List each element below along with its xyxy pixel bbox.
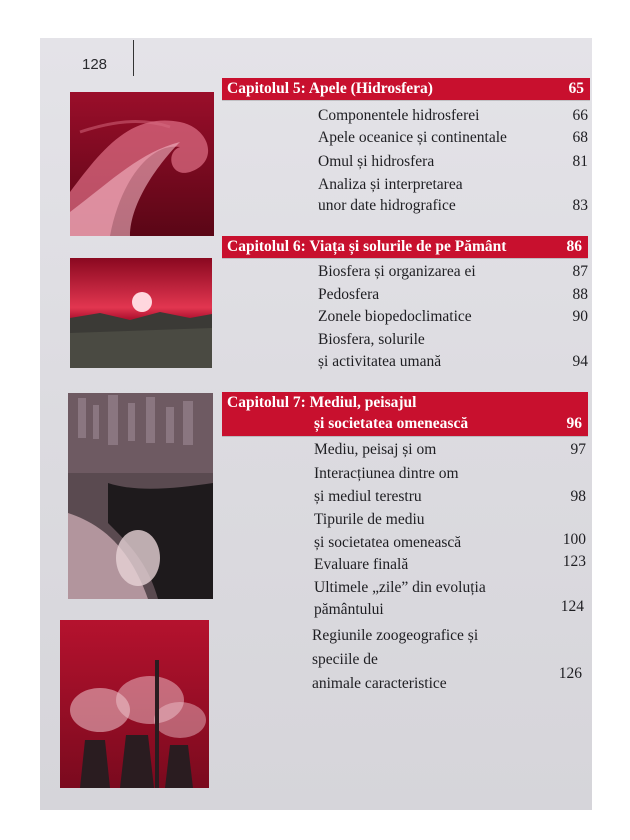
toc-entry[interactable]: și societatea omenească bbox=[314, 534, 462, 551]
toc-entry[interactable]: și mediul terestru bbox=[314, 488, 422, 505]
toc-entry[interactable]: Apele oceanice și continentale bbox=[318, 129, 507, 146]
chapter-page: 65 bbox=[568, 80, 584, 97]
toc-entry[interactable]: Interacțiunea dintre om bbox=[314, 465, 459, 482]
page-number: 128 bbox=[82, 56, 108, 73]
toc-page: 126 bbox=[558, 665, 582, 682]
toc-page: 97 bbox=[570, 441, 586, 458]
toc-entry[interactable]: Regiunile zoogeografice și bbox=[312, 627, 479, 644]
toc-page: 81 bbox=[572, 153, 588, 170]
chapter-page: 86 bbox=[566, 238, 582, 255]
toc-entry[interactable]: Omul și hidrosfera bbox=[318, 153, 435, 170]
toc-entry[interactable]: animale caracteristice bbox=[312, 675, 447, 692]
toc-page: 124 bbox=[560, 598, 584, 615]
toc-page: 90 bbox=[572, 308, 588, 325]
city-aerial-photo bbox=[68, 393, 213, 599]
chapter-page: 96 bbox=[566, 415, 582, 432]
toc-page: 98 bbox=[570, 488, 586, 505]
toc-page: 88 bbox=[572, 286, 588, 303]
toc-page: 123 bbox=[562, 553, 586, 570]
chapter-title: Capitolul 5: Apele (Hidrosfera) bbox=[227, 80, 433, 97]
toc-entry[interactable]: și activitatea umană bbox=[318, 353, 442, 370]
toc-entry[interactable]: Componentele hidrosferei bbox=[318, 107, 480, 124]
toc-page: 100 bbox=[562, 531, 586, 548]
chapter-7-heading[interactable] bbox=[222, 392, 588, 436]
toc-entry[interactable]: Evaluare finală bbox=[314, 556, 409, 573]
toc-entry[interactable]: Biosfera, solurile bbox=[318, 331, 425, 348]
chapter-title: Capitolul 7: Mediul, peisajul bbox=[227, 394, 417, 411]
toc-entry[interactable]: Pedosfera bbox=[318, 286, 380, 303]
sunset-landscape-photo bbox=[70, 258, 212, 368]
chapter-5-heading[interactable] bbox=[222, 78, 590, 100]
toc-entry[interactable]: Analiza și interpretarea bbox=[318, 176, 463, 193]
toc-entry[interactable]: Ultimele „zile” din evoluția bbox=[314, 579, 486, 596]
chapter-title-line2: și societatea omenească bbox=[314, 415, 469, 432]
toc-page: 83 bbox=[572, 197, 588, 214]
toc-entry[interactable]: unor date hidrografice bbox=[318, 197, 456, 214]
toc-entry[interactable]: Mediu, peisaj și om bbox=[314, 441, 437, 458]
ocean-wave-photo bbox=[70, 92, 214, 236]
chapter-6-heading[interactable] bbox=[222, 236, 588, 258]
header-divider bbox=[133, 40, 134, 76]
toc-entry[interactable]: pământului bbox=[314, 601, 384, 618]
toc-page: 94 bbox=[572, 353, 588, 370]
chapter-title: Capitolul 6: Viața și solurile de pe Pământ bbox=[227, 238, 507, 255]
toc-page: 87 bbox=[572, 263, 588, 280]
toc-entry[interactable]: speciile de bbox=[312, 651, 378, 668]
toc-page: 66 bbox=[572, 107, 588, 124]
power-plant-photo bbox=[60, 620, 209, 788]
toc-page: 68 bbox=[572, 129, 588, 146]
toc-entry[interactable]: Biosfera și organizarea ei bbox=[318, 263, 476, 280]
toc-entry[interactable]: Zonele biopedoclimatice bbox=[318, 308, 472, 325]
toc-entry[interactable]: Tipurile de mediu bbox=[314, 511, 425, 528]
